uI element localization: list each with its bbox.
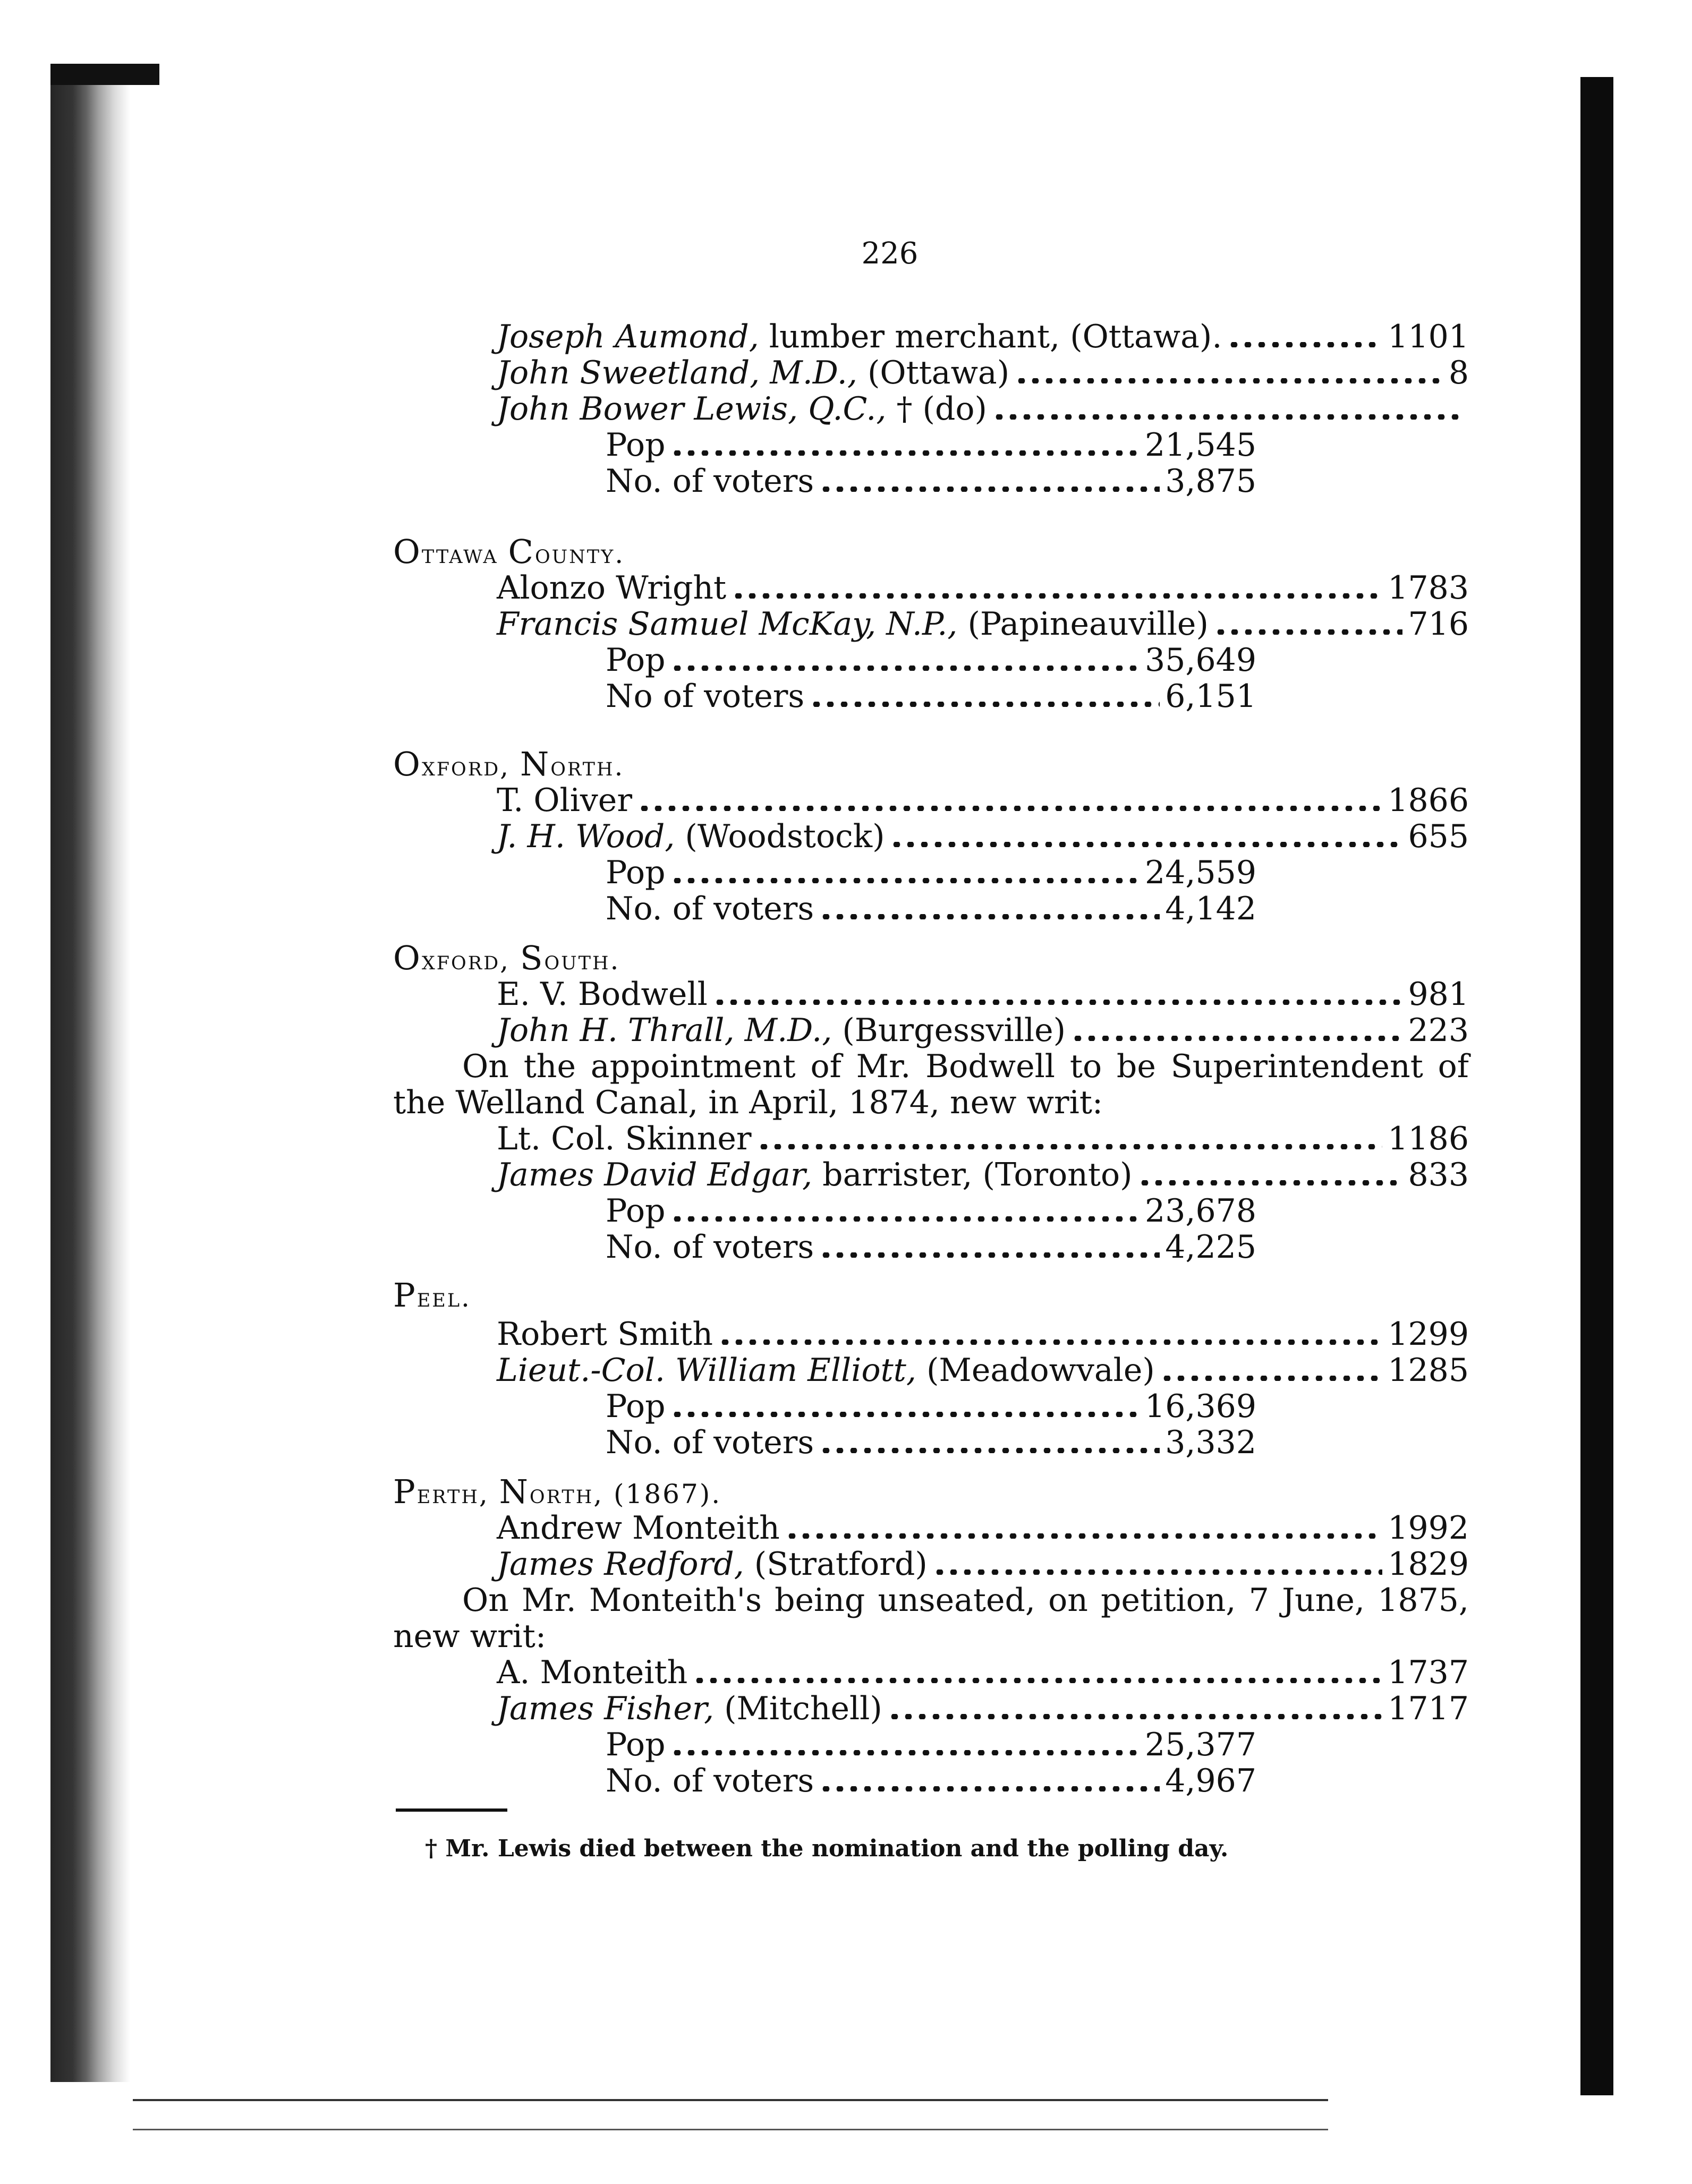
vote-count: 8: [1448, 354, 1469, 391]
candidate-name: [497, 818, 885, 855]
entry-text: lumber merchant, (Ottawa).: [759, 318, 1222, 355]
dot-leader: [1015, 378, 1443, 383]
statistic-row: [606, 1229, 1256, 1265]
statistic-label: [606, 1388, 665, 1424]
dot-leader: [693, 1678, 1382, 1683]
vote-count: 1186: [1388, 1120, 1469, 1157]
dot-leader: [819, 1448, 1160, 1453]
candidate-row: [497, 1352, 1469, 1388]
dot-leader: [819, 914, 1160, 919]
vote-count: 981: [1408, 976, 1469, 1013]
entry-text: Pop: [606, 426, 666, 464]
statistic-row: [606, 855, 1256, 891]
statistic-row: [606, 1193, 1256, 1229]
candidate-row: [497, 1510, 1469, 1546]
entry-text: † (do): [886, 390, 987, 428]
candidate-italic-name: Francis Samuel McKay, N.P.,: [497, 605, 958, 643]
statistic-value: 16,369: [1145, 1388, 1256, 1425]
dot-leader: [637, 806, 1382, 811]
candidate-italic-name: James David Edgar,: [497, 1156, 813, 1193]
entry-text: Pop: [606, 1726, 666, 1763]
vote-count: 1866: [1388, 782, 1469, 819]
entry-text: No. of voters: [606, 1424, 814, 1461]
heading-part: orth.: [550, 751, 625, 782]
candidate-row: [497, 606, 1469, 642]
vote-count: 1737: [1388, 1654, 1469, 1691]
heading-part: outh.: [544, 945, 620, 976]
vote-count: 223: [1408, 1012, 1469, 1049]
candidate-row: [497, 391, 1469, 427]
dot-leader: [1160, 1376, 1383, 1381]
heading-part: C: [508, 532, 535, 571]
vote-count: 1829: [1388, 1546, 1469, 1583]
statistic-value: 25,377: [1145, 1726, 1256, 1763]
candidate-italic-name: John Sweetland, M.D.,: [497, 354, 857, 391]
dot-leader: [670, 1412, 1140, 1417]
heading-part: O: [393, 745, 422, 783]
statistic-value: 23,678: [1145, 1192, 1256, 1230]
statistic-value: 4,142: [1165, 890, 1256, 927]
statistic-value: 21,545: [1145, 426, 1256, 464]
candidate-name: [497, 1157, 1133, 1193]
note-paragraph: On Mr. Monteith's being unseated, on petition, 7 June, 1875, new writ:: [393, 1582, 1469, 1655]
vote-count: 1992: [1388, 1509, 1469, 1547]
dot-leader: [890, 842, 1402, 847]
heading-part: ttawa: [421, 539, 508, 569]
dot-leader: [670, 878, 1140, 883]
statistic-row: [606, 1727, 1256, 1763]
statistic-row: [606, 1763, 1256, 1799]
candidate-name: [497, 1352, 1155, 1388]
dot-leader: [732, 593, 1382, 599]
candidate-name: [497, 1121, 752, 1157]
statistic-label: [606, 855, 665, 891]
constituency-heading: [393, 1474, 721, 1512]
heading-part: P: [393, 1276, 417, 1315]
statistic-row: [606, 427, 1256, 463]
candidate-row: [497, 570, 1469, 606]
candidate-row: [497, 1691, 1469, 1727]
dot-leader: [1071, 1036, 1402, 1041]
entry-text: No of voters: [606, 678, 805, 715]
statistic-label: [606, 1193, 665, 1229]
vote-count: 1783: [1388, 569, 1469, 607]
dot-leader: [670, 1216, 1140, 1222]
candidate-name: [497, 391, 987, 427]
statistic-value: 4,225: [1165, 1228, 1256, 1266]
vote-count: 833: [1408, 1156, 1469, 1193]
statistic-label: [606, 1229, 814, 1265]
vote-count: 1285: [1388, 1352, 1469, 1389]
entry-text: barrister, (Toronto): [812, 1156, 1133, 1193]
candidate-name: [497, 355, 1009, 391]
statistic-row: [606, 1388, 1256, 1424]
candidate-name: [497, 1654, 687, 1691]
dot-leader: [819, 1786, 1160, 1791]
constituency-heading: [393, 746, 624, 784]
entry-text: T. Oliver: [497, 782, 632, 819]
statistic-row: [606, 463, 1256, 499]
vote-count: 655: [1408, 818, 1469, 855]
entry-text: (Stratford): [744, 1546, 928, 1583]
candidate-row: [497, 976, 1469, 1012]
candidate-name: [497, 782, 632, 818]
candidate-name: [497, 976, 708, 1012]
dot-leader: [992, 414, 1464, 420]
entry-text: Pop: [606, 1388, 666, 1425]
entry-text: (Meadowvale): [916, 1352, 1155, 1389]
dot-leader: [718, 1340, 1382, 1345]
candidate-name: [497, 570, 726, 606]
dot-leader: [785, 1533, 1383, 1539]
constituency-heading: [393, 534, 625, 572]
candidate-italic-name: James Redford,: [497, 1546, 744, 1583]
entry-text: (Papineauville): [957, 605, 1209, 643]
candidate-name: [497, 606, 1209, 642]
statistic-row: [606, 891, 1256, 927]
candidate-italic-name: James Fisher,: [497, 1690, 715, 1727]
entry-text: Lt. Col. Skinner: [497, 1120, 752, 1157]
heading-part: S: [520, 939, 545, 977]
heading-part: ounty.: [534, 539, 625, 569]
constituency-heading: [393, 940, 620, 978]
statistic-label: [606, 678, 804, 714]
vote-count: 1299: [1388, 1316, 1469, 1353]
candidate-name: [497, 1316, 713, 1352]
candidate-row: [497, 1654, 1469, 1691]
candidate-row: [497, 782, 1469, 818]
heading-part: N: [499, 1472, 530, 1511]
dot-leader: [888, 1714, 1383, 1719]
statistic-label: [606, 642, 665, 678]
candidate-name: [497, 1691, 882, 1727]
dot-leader: [757, 1144, 1383, 1149]
statistic-value: 24,559: [1145, 854, 1256, 891]
entry-text: A. Monteith: [497, 1654, 688, 1691]
entry-text: E. V. Bodwell: [497, 976, 708, 1013]
heading-part: orth, (1867).: [529, 1479, 722, 1509]
vote-count: 1101: [1388, 318, 1469, 355]
entry-text: Robert Smith: [497, 1316, 713, 1353]
entry-text: Pop: [606, 854, 666, 891]
entry-text: (Mitchell): [714, 1690, 882, 1727]
dot-leader: [1227, 342, 1382, 347]
entry-text: (Woodstock): [675, 818, 885, 855]
heading-part: O: [393, 532, 422, 571]
statistic-row: [606, 678, 1256, 714]
candidate-name: [497, 319, 1222, 355]
statistic-row: [606, 642, 1256, 678]
footnote: † Mr. Lewis died between the nomination and the polling day.: [425, 1835, 1229, 1862]
constituency-heading: [393, 1277, 471, 1316]
candidate-row: [497, 1121, 1469, 1157]
heading-part: eel.: [416, 1282, 471, 1313]
dot-leader: [670, 450, 1140, 456]
entry-text: No. of voters: [606, 1762, 814, 1799]
page-number: 226: [861, 236, 919, 271]
statistic-value: 3,875: [1165, 463, 1256, 500]
statistic-label: [606, 427, 665, 463]
heading-part: P: [393, 1472, 417, 1511]
candidate-name: [497, 1510, 780, 1546]
footnote-rule: [396, 1808, 507, 1812]
statistic-label: [606, 1424, 814, 1461]
candidate-row: [497, 1316, 1469, 1352]
entry-text: Pop: [606, 1192, 666, 1230]
candidate-row: [497, 1157, 1469, 1193]
entry-text: No. of voters: [606, 890, 814, 927]
heading-part: N: [520, 745, 551, 783]
statistic-row: [606, 1424, 1256, 1461]
entry-text: No. of voters: [606, 463, 814, 500]
candidate-row: [497, 818, 1469, 855]
candidate-row: [497, 1012, 1469, 1048]
statistic-value: 35,649: [1145, 642, 1256, 679]
entry-text: (Burgessville): [832, 1012, 1066, 1049]
statistic-value: 3,332: [1165, 1424, 1256, 1461]
statistic-label: [606, 1763, 814, 1799]
vote-count: 716: [1408, 605, 1469, 643]
dot-leader: [819, 487, 1160, 492]
entry-text: No. of voters: [606, 1228, 814, 1266]
candidate-italic-name: John Bower Lewis, Q.C.,: [497, 390, 887, 428]
candidate-italic-name: John H. Thrall, M.D.,: [497, 1012, 832, 1049]
candidate-italic-name: Joseph Aumond,: [497, 318, 759, 355]
candidate-italic-name: Lieut.-Col. William Elliott,: [497, 1352, 916, 1389]
entry-text: Alonzo Wright: [497, 569, 727, 607]
dot-leader: [713, 1000, 1403, 1005]
statistic-value: 6,151: [1165, 678, 1256, 715]
candidate-name: [497, 1546, 928, 1582]
vote-count: 1717: [1388, 1690, 1469, 1727]
entry-text: (Ottawa): [857, 354, 1010, 391]
heading-part: erth,: [416, 1479, 499, 1509]
dot-leader: [670, 1750, 1140, 1755]
candidate-name: [497, 1012, 1066, 1048]
heading-part: O: [393, 939, 422, 977]
heading-part: xford,: [421, 945, 520, 976]
statistic-label: [606, 1727, 665, 1763]
candidate-italic-name: J. H. Wood,: [497, 818, 675, 855]
candidate-row: [497, 1546, 1469, 1582]
heading-part: xford,: [421, 751, 520, 782]
candidate-row: [497, 355, 1469, 391]
dot-leader: [670, 666, 1140, 671]
entry-text: Pop: [606, 642, 666, 679]
statistic-label: [606, 463, 814, 499]
candidate-row: [497, 319, 1469, 355]
dot-leader: [1214, 629, 1403, 635]
statistic-label: [606, 891, 814, 927]
dot-leader: [933, 1569, 1383, 1575]
dot-leader: [810, 702, 1160, 707]
dot-leader: [819, 1252, 1160, 1258]
note-paragraph: On the appointment of Mr. Bodwell to be Superintendent of the Welland Canal, in April, 1874, new writ:: [393, 1048, 1469, 1121]
statistic-value: 4,967: [1165, 1762, 1256, 1799]
dot-leader: [1138, 1180, 1403, 1185]
entry-text: Andrew Monteith: [497, 1509, 780, 1547]
